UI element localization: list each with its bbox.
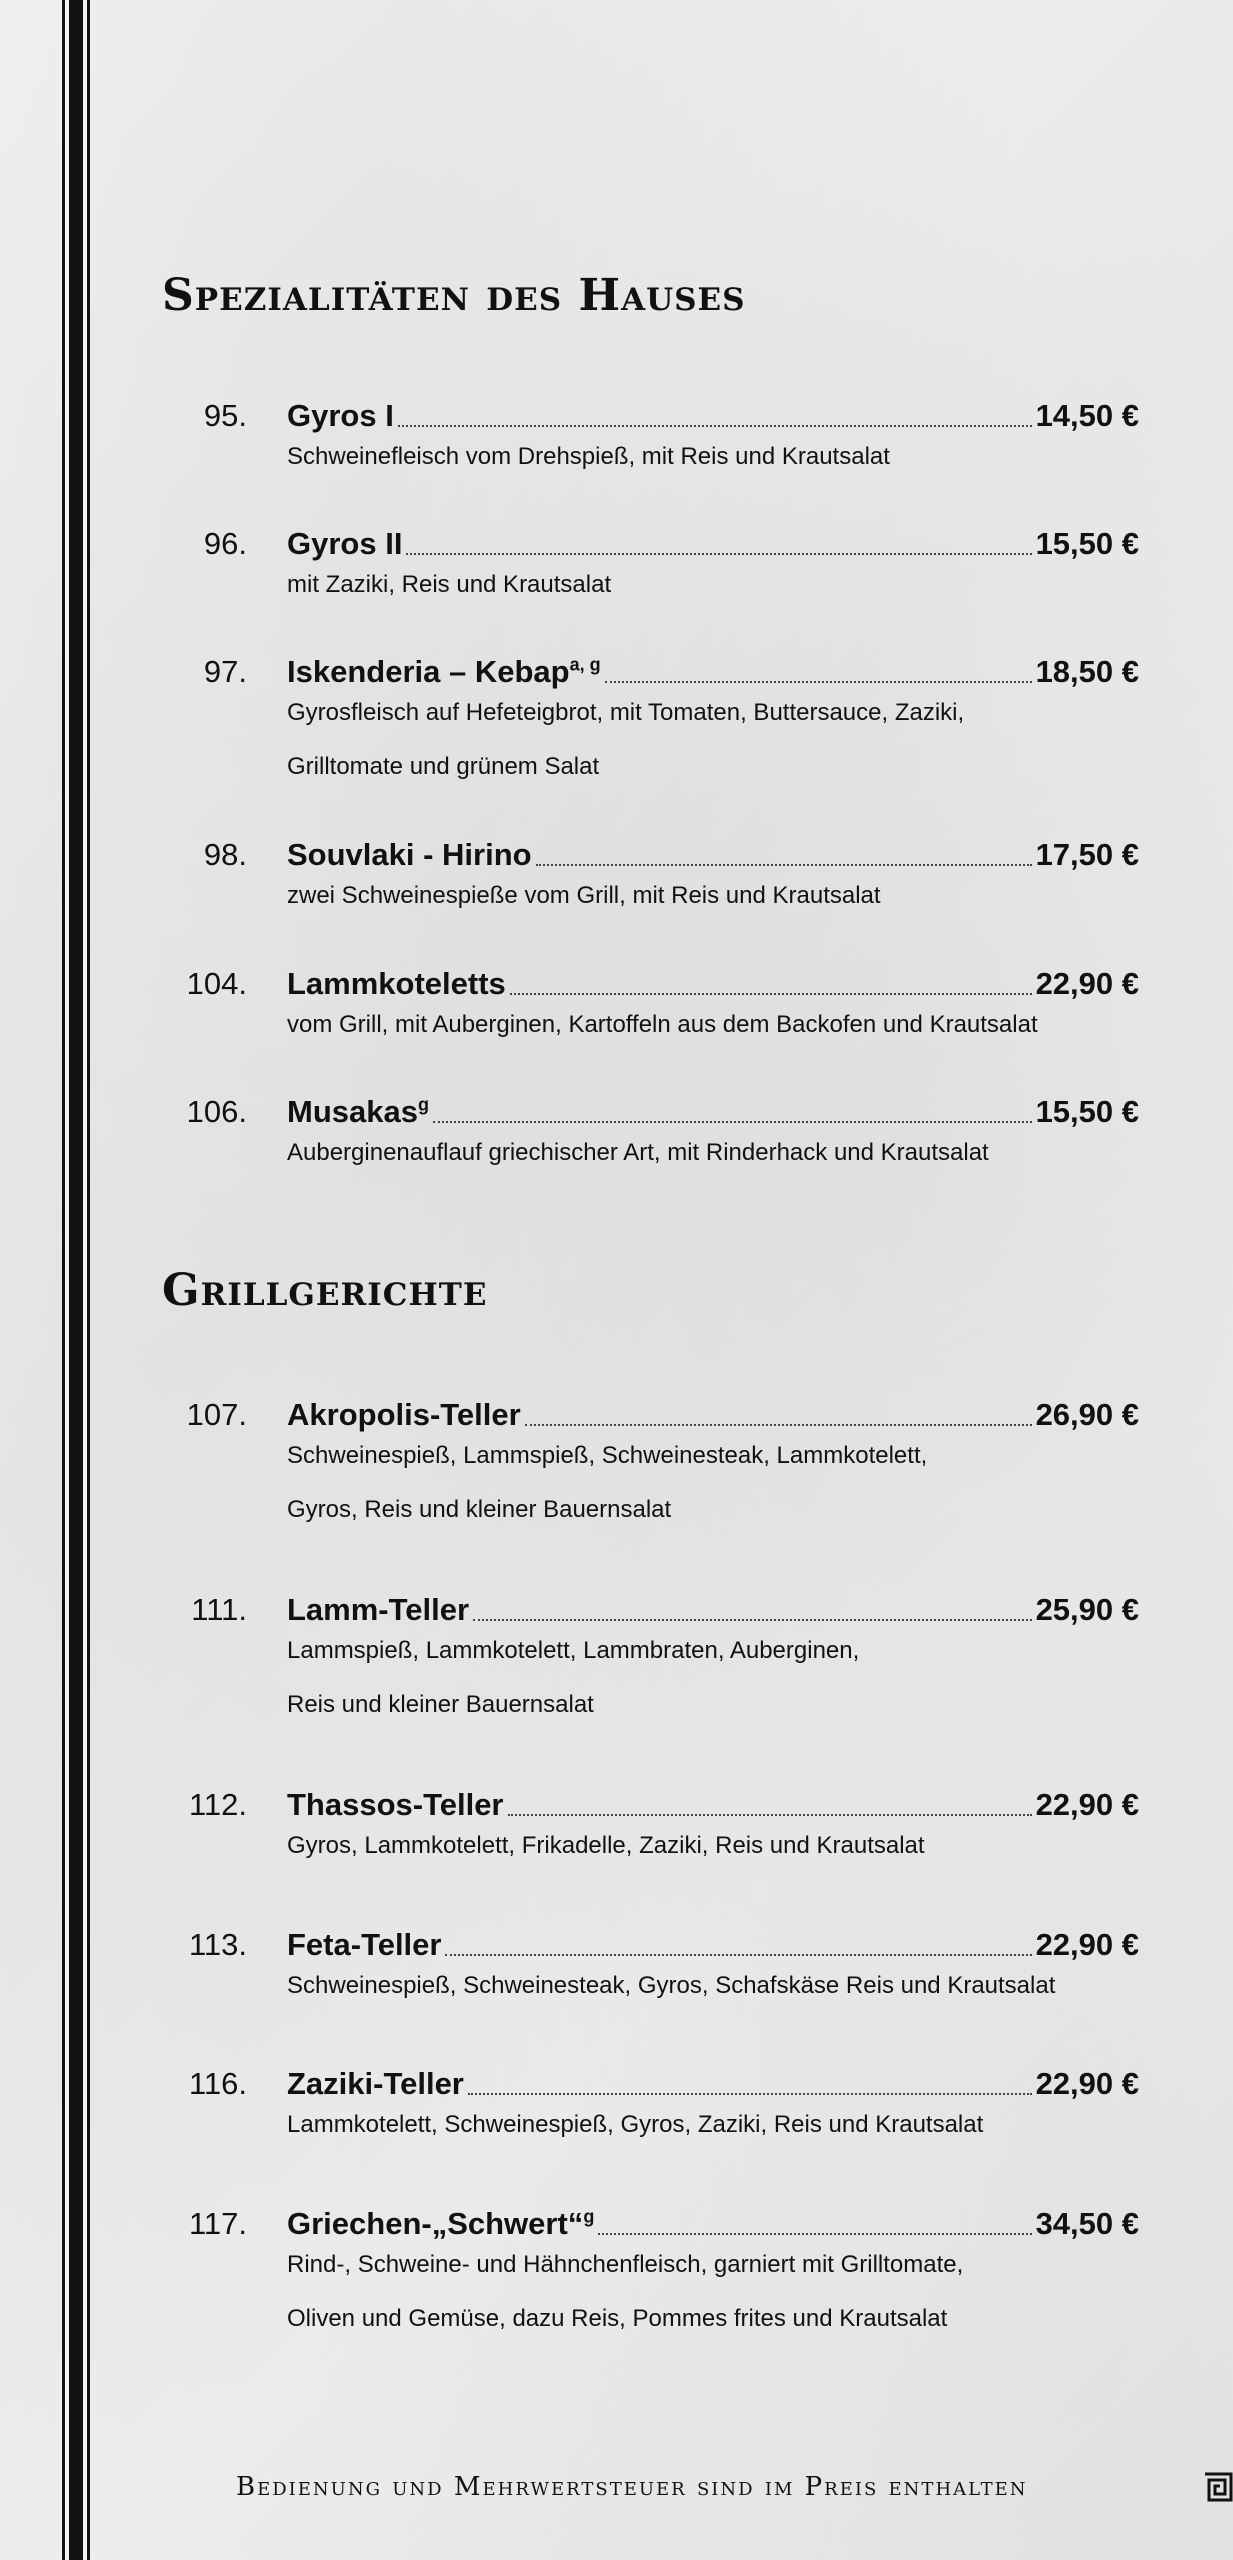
- item-name-text: Lamm-Teller: [287, 1592, 470, 1627]
- menu-item: [0, 522, 1233, 598]
- item-price: 22,90 €: [1035, 1927, 1139, 1962]
- item-name-price-line: [287, 837, 1139, 873]
- item-name: [287, 2066, 464, 2102]
- item-name-price-line: [287, 398, 1139, 434]
- item-description: Schweinespieß, Lammspieß, Schweinesteak, Lammkotelett,: [287, 1442, 928, 1469]
- item-number: 95.: [203, 398, 247, 433]
- greek-key-border-icon: [62, 0, 90, 2560]
- dot-leader: [433, 1121, 1032, 1123]
- dot-leader: [525, 1424, 1032, 1426]
- item-description: Reis und kleiner Bauernsalat: [287, 1691, 594, 1718]
- item-name: [287, 2206, 594, 2242]
- item-description: Schweinefleisch vom Drehspieß, mit Reis und Krautsalat: [287, 443, 890, 470]
- menu-item: [0, 650, 1233, 780]
- item-number: 98.: [203, 837, 247, 872]
- menu-item: [0, 833, 1233, 909]
- item-name: [287, 398, 394, 434]
- item-price: 22,90 €: [1035, 1787, 1139, 1822]
- item-price: 15,50 €: [1035, 526, 1139, 561]
- item-name-text: Thassos-Teller: [287, 1787, 504, 1822]
- menu-item: [0, 1393, 1233, 1523]
- menu-item: [0, 1923, 1233, 1999]
- item-name-text: Akropolis-Teller: [287, 1397, 521, 1432]
- item-name: [287, 1592, 469, 1628]
- item-price: 25,90 €: [1035, 1592, 1139, 1627]
- menu-item: [0, 2062, 1233, 2138]
- item-price: 17,50 €: [1035, 837, 1139, 872]
- item-name-price-line: [287, 1397, 1139, 1433]
- item-name-price-line: [287, 966, 1139, 1002]
- item-name: [287, 1397, 521, 1433]
- item-name: [287, 1787, 504, 1823]
- item-number: 116.: [188, 2066, 247, 2101]
- menu-item: [0, 1783, 1233, 1859]
- item-name-price-line: [287, 654, 1139, 690]
- item-number: 107.: [186, 1397, 247, 1432]
- section-title-specialties: Spezialitäten des Hauses: [162, 270, 746, 321]
- item-description: Oliven und Gemüse, dazu Reis, Pommes frites und Krautsalat: [287, 2305, 948, 2332]
- item-name-price-line: [287, 1927, 1139, 1963]
- item-price: 34,50 €: [1035, 2206, 1139, 2241]
- item-description: Lammspieß, Lammkotelett, Lammbraten, Auberginen,: [287, 1637, 860, 1664]
- item-number: 112.: [188, 1787, 247, 1822]
- item-name: [287, 837, 532, 873]
- item-number: 117.: [188, 2206, 247, 2241]
- item-number: 111.: [191, 1592, 247, 1627]
- dot-leader: [473, 1619, 1032, 1621]
- menu-item: [0, 962, 1233, 1038]
- item-description: Gyros, Reis und kleiner Bauernsalat: [287, 1496, 672, 1523]
- item-description: Gyros, Lammkotelett, Frikadelle, Zaziki, Reis und Krautsalat: [287, 1832, 925, 1859]
- item-price: 18,50 €: [1035, 654, 1139, 689]
- allergen-marker: g: [417, 1094, 429, 1115]
- item-price: 22,90 €: [1035, 966, 1139, 1001]
- item-description: vom Grill, mit Auberginen, Kartoffeln aus dem Backofen und Krautsalat: [287, 1011, 1038, 1038]
- item-name-text: Iskenderia – Kebap: [287, 654, 570, 689]
- item-name-text: Feta-Teller: [287, 1927, 442, 1962]
- item-description: zwei Schweinespieße vom Grill, mit Reis und Krautsalat: [287, 882, 881, 909]
- item-name: [287, 966, 506, 1002]
- item-name: [287, 654, 601, 690]
- item-name: [287, 526, 402, 562]
- item-number: 104.: [186, 966, 247, 1001]
- item-name-text: Souvlaki - Hirino: [287, 837, 532, 872]
- item-number: 106.: [186, 1094, 247, 1129]
- item-number: 113.: [188, 1927, 247, 1962]
- allergen-marker: g: [583, 2206, 595, 2227]
- item-description: Gyrosfleisch auf Hefeteigbrot, mit Tomaten, Buttersauce, Zaziki,: [287, 699, 965, 726]
- item-description: Grilltomate und grünem Salat: [287, 753, 600, 780]
- menu-item: [0, 1090, 1233, 1166]
- item-name-price-line: [287, 1094, 1139, 1130]
- item-description: mit Zaziki, Reis und Krautsalat: [287, 571, 612, 598]
- item-description: Rind-, Schweine- und Hähnchenfleisch, garniert mit Grilltomate,: [287, 2251, 964, 2278]
- item-name-text: Gyros II: [287, 526, 403, 561]
- allergen-marker: a, g: [569, 654, 601, 675]
- dot-leader: [398, 425, 1032, 427]
- item-price: 14,50 €: [1035, 398, 1139, 433]
- dot-leader: [508, 1814, 1032, 1816]
- item-description: Schweinespieß, Schweinesteak, Gyros, Schafskäse Reis und Krautsalat: [287, 1972, 1056, 1999]
- dot-leader: [445, 1954, 1031, 1956]
- dot-leader: [406, 553, 1031, 555]
- dot-leader: [536, 864, 1032, 866]
- dot-leader: [598, 2233, 1031, 2235]
- item-price: 22,90 €: [1035, 2066, 1139, 2101]
- item-name-price-line: [287, 526, 1139, 562]
- item-name-text: Musakas: [287, 1094, 418, 1129]
- item-price: 26,90 €: [1035, 1397, 1139, 1432]
- item-description: Lammkotelett, Schweinespieß, Gyros, Zaziki, Reis und Krautsalat: [287, 2111, 984, 2138]
- item-number: 96.: [203, 526, 247, 561]
- item-name: [287, 1927, 441, 1963]
- section-title-grill: Grillgerichte: [162, 1265, 488, 1316]
- item-name-text: Zaziki-Teller: [287, 2066, 464, 2101]
- dot-leader: [510, 993, 1032, 995]
- item-name-text: Lammkoteletts: [287, 966, 506, 1001]
- menu-item: [0, 2202, 1233, 2332]
- item-number: 97.: [203, 654, 247, 689]
- item-name: [287, 1094, 429, 1130]
- item-name-price-line: [287, 1787, 1139, 1823]
- item-name-price-line: [287, 2066, 1139, 2102]
- footer-note: Bedienung und Mehrwertsteuer sind im Preis enthalten: [236, 2472, 1028, 2502]
- item-name-price-line: [287, 2206, 1139, 2242]
- item-name-text: Griechen-„Schwert“: [287, 2206, 584, 2241]
- dot-leader: [468, 2093, 1032, 2095]
- menu-item: [0, 394, 1233, 470]
- item-name-price-line: [287, 1592, 1139, 1628]
- menu-item: [0, 1588, 1233, 1718]
- dot-leader: [605, 681, 1032, 683]
- item-description: Auberginenauflauf griechischer Art, mit Rinderhack und Krautsalat: [287, 1139, 989, 1166]
- item-price: 15,50 €: [1035, 1094, 1139, 1129]
- greek-key-icon: [1203, 2470, 1233, 2504]
- item-name-text: Gyros I: [287, 398, 394, 433]
